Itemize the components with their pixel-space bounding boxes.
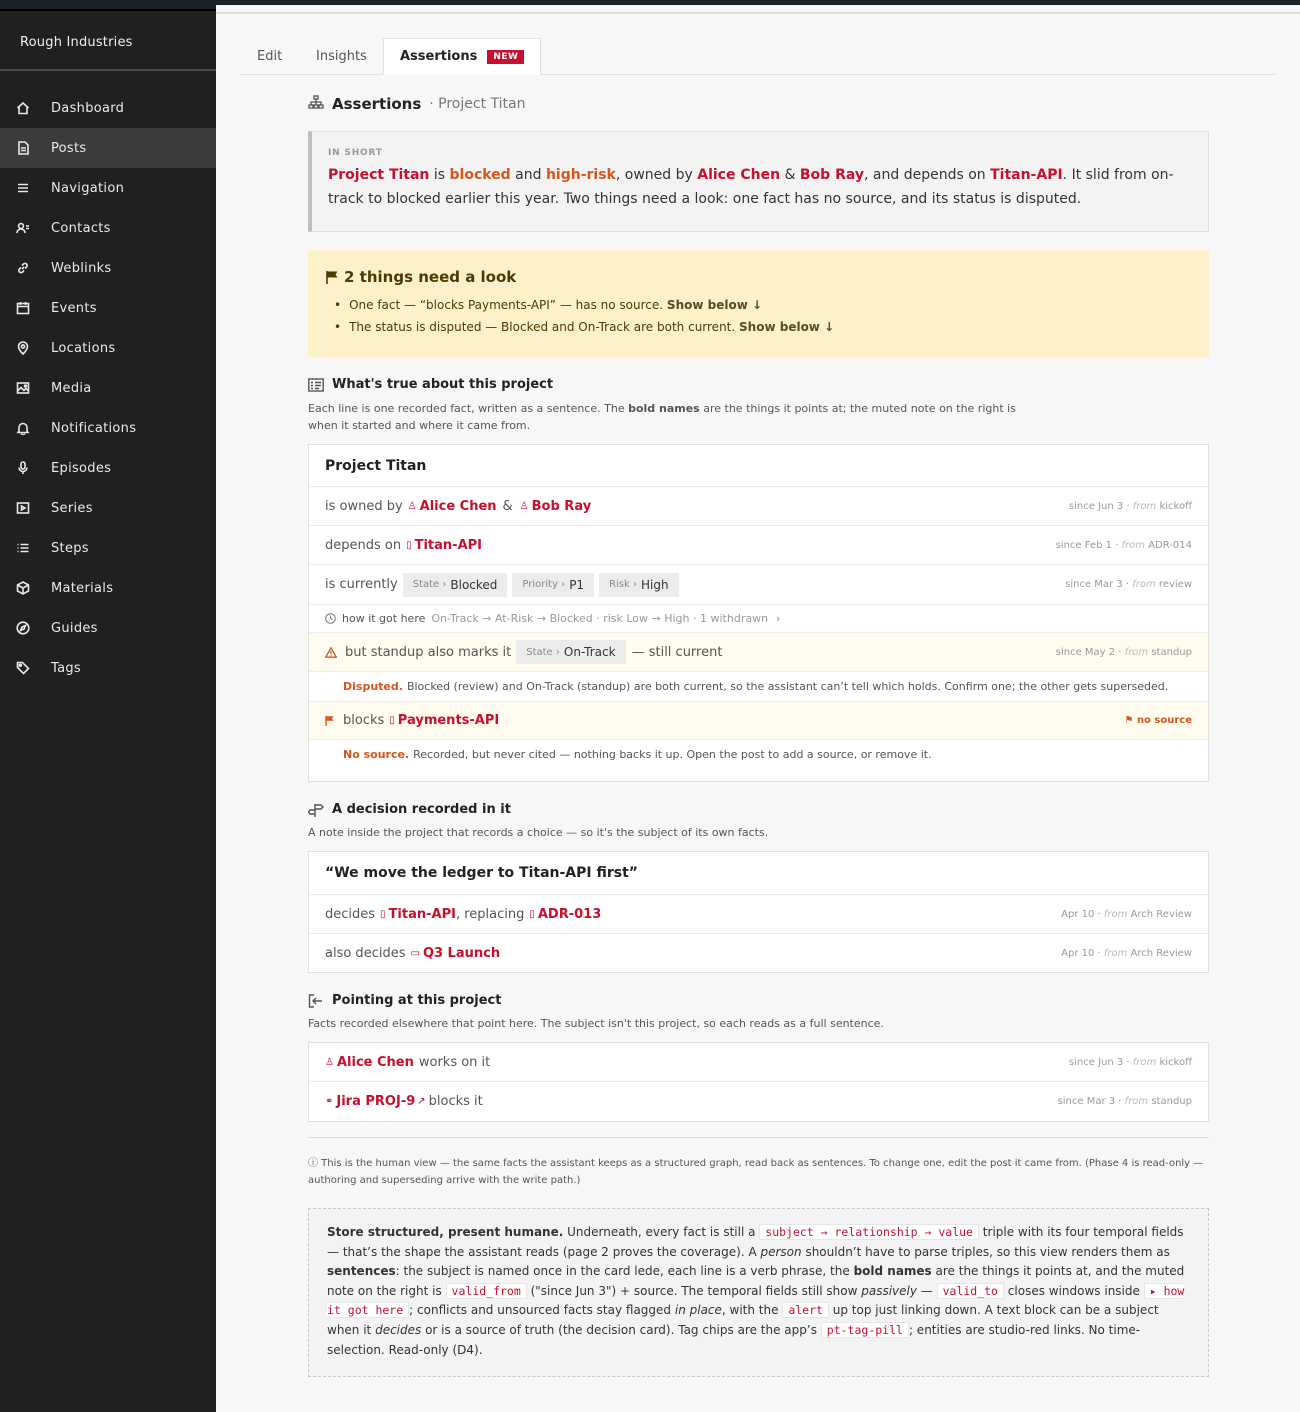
entity-link[interactable]: Titan-API (388, 906, 456, 922)
note-label: No source. (343, 748, 410, 761)
footnote: ⓘ This is the human view — the same facts the assistant keeps as a structured graph, read back as sentences. To change one, edit the post it came from. (Phase 4 is read-only — authoring and superseding arrive with the write path.) (308, 1158, 1204, 1186)
fact-row (309, 1043, 1208, 1082)
fact-meta (1056, 647, 1192, 658)
source-link[interactable]: standup (1151, 646, 1192, 658)
sidebar-item-series[interactable] (0, 488, 216, 528)
chip-value: P1 (569, 577, 585, 592)
text: — still current (631, 644, 723, 660)
document-icon: ▯ (389, 715, 395, 726)
entity-link[interactable]: Titan-API (414, 537, 482, 553)
source-link[interactable]: kickoff (1159, 1056, 1192, 1068)
menu-icon (16, 181, 30, 195)
source-link[interactable]: standup (1151, 1096, 1192, 1107)
text: & (502, 498, 513, 514)
sidebar-item-label: Navigation (51, 180, 125, 196)
sidebar-edge (0, 9, 216, 11)
text-italic: in place (674, 1303, 722, 1318)
sidebar-item-guides[interactable] (0, 608, 216, 648)
sidebar-item-navigation[interactable] (0, 168, 216, 208)
tag-pill[interactable] (599, 573, 679, 597)
alert-item (334, 316, 1191, 338)
decision-card (308, 851, 1209, 973)
since: Apr 10 · (1061, 908, 1101, 920)
document-icon: ▯ (406, 539, 412, 551)
sidebar-item-events[interactable] (0, 288, 216, 328)
fact-verb: but standup also marks it (345, 644, 512, 660)
from: from (1132, 1056, 1157, 1068)
entity-link[interactable]: Payments-API (397, 713, 500, 728)
chip-value: On-Track (563, 645, 616, 659)
fact-meta (1056, 540, 1192, 551)
brand-name[interactable]: Rough Industries (20, 35, 133, 50)
decision-heading (308, 802, 511, 817)
incoming-icon (308, 994, 324, 1008)
pointing-heading-text: Pointing at this project (332, 993, 502, 1008)
pin-icon (16, 341, 30, 355)
text: ; conflicts and unsourced facts stay flagged (409, 1303, 675, 1318)
alert-title (326, 268, 1191, 286)
pointing-card (308, 1042, 1209, 1122)
text-bold: Store structured, present humane. (327, 1225, 564, 1239)
person-icon: ♙ (519, 500, 529, 512)
text: , with the (721, 1303, 783, 1318)
list-icon (16, 541, 30, 555)
card-title: Project Titan (309, 445, 1208, 487)
tab-bar (240, 38, 1276, 75)
sidebar-item-label: Notifications (51, 420, 137, 436)
alert-item-text: The status is disputed — Blocked and On-Track are both current. (349, 320, 736, 334)
decision-heading-text: A decision recorded in it (332, 802, 511, 817)
no-source-note (309, 740, 1208, 769)
disputed-fact-row (309, 633, 1208, 672)
code: ▸ how it got here (327, 1283, 1185, 1318)
person-icon: ♙ (325, 1056, 334, 1068)
bullet: • (334, 320, 342, 334)
source-link[interactable]: review (1158, 579, 1192, 590)
since: since May 2 · (1055, 646, 1122, 658)
text-bold: sentences (327, 1264, 396, 1279)
image-icon (16, 381, 30, 395)
page-title: Assertions (332, 94, 422, 113)
sidebar-item-label: Tags (51, 660, 81, 676)
note-text: Recorded, but never cited — nothing backs it up. Open the post to add a source, or remove it. (413, 748, 932, 761)
text-italic: decides (375, 1322, 422, 1337)
since: since Mar 3 · (1057, 1096, 1122, 1107)
in-short-caption: IN SHORT (328, 148, 383, 158)
from: from (1103, 908, 1128, 920)
text-italic: passively (861, 1283, 917, 1298)
bell-icon (16, 421, 30, 435)
fact-row (309, 1082, 1208, 1121)
fact-verb: is owned by (325, 498, 403, 514)
facts-card (308, 444, 1209, 782)
sidebar-item-label: Guides (51, 620, 98, 636)
hierarchy-icon (308, 94, 324, 113)
sidebar-item-label: Materials (51, 580, 114, 596)
pointing-description: Facts recorded elsewhere that point here. The subject isn't this project, so each reads as a full sentence. (308, 1017, 884, 1030)
disputed-note (309, 672, 1208, 702)
divider (308, 1137, 1209, 1138)
fact-row (309, 895, 1208, 934)
tag-pill[interactable] (512, 573, 594, 597)
chevron-right-icon: › (776, 612, 781, 625)
brand-divider (0, 69, 216, 71)
source-link[interactable]: kickoff (1159, 500, 1192, 512)
text: shouldn’t have to parse triples, so this view renders them as (801, 1244, 1170, 1259)
sidebar-item-materials[interactable] (0, 568, 216, 608)
how-it-got-here-label: how it got here (342, 612, 426, 625)
compass-icon (16, 621, 30, 635)
how-it-got-here-toggle[interactable] (309, 605, 1208, 633)
tab-assertions[interactable] (383, 38, 541, 75)
fact-meta (1061, 909, 1192, 920)
sidebar-item-locations[interactable] (0, 328, 216, 368)
sidebar-item-contacts[interactable] (0, 208, 216, 248)
decision-description: A note inside the project that records a choice — so it's the subject of its own facts. (308, 826, 769, 839)
tag-pill[interactable] (403, 573, 508, 597)
text: blocks it (428, 1094, 483, 1109)
attention-alert (308, 250, 1209, 357)
source-link[interactable]: ADR-014 (1148, 539, 1192, 551)
since: since Mar 3 · (1065, 579, 1130, 590)
text-italic: person (760, 1244, 802, 1259)
text: and (510, 167, 546, 183)
fact-row (309, 526, 1208, 565)
chip-key: Risk › (609, 579, 637, 590)
entity-link[interactable]: Titan-API (990, 167, 1063, 183)
fact-meta (1058, 1096, 1192, 1107)
signpost-icon (308, 803, 324, 817)
play-icon (16, 501, 30, 515)
microphone-icon (16, 461, 30, 475)
sidebar-item-label: Locations (51, 340, 116, 356)
text: ("since Jun 3") + source. The temporal fields still show (526, 1283, 862, 1298)
tab-insights[interactable]: Insights (316, 49, 367, 64)
chip-key: Priority › (522, 579, 566, 590)
from: from (1103, 948, 1128, 959)
show-below-link[interactable]: Show below ↓ (666, 298, 763, 312)
text: Each line is one recorded fact, written as a sentence. The (308, 402, 629, 415)
fact-verb: is currently (325, 577, 398, 592)
sidebar-item-steps[interactable] (0, 528, 216, 568)
fact-row (309, 565, 1208, 605)
sidebar-item-posts[interactable] (0, 128, 216, 168)
chip-value: Blocked (450, 577, 498, 592)
fact-row (309, 487, 1208, 526)
tab-assertions-label: Assertions (400, 49, 478, 64)
alert-item (334, 294, 1191, 316)
new-badge: NEW (487, 50, 524, 64)
fact-verb: depends on (325, 537, 402, 553)
alert-list (334, 294, 1191, 338)
fact-verb: decides (325, 906, 376, 922)
bullet: • (334, 298, 342, 312)
code: pt-tag-pill (821, 1322, 909, 1338)
sidebar-item-episodes[interactable] (0, 448, 216, 488)
text: , owned by (615, 167, 698, 183)
source-link[interactable]: Arch Review (1130, 908, 1192, 920)
document-icon (16, 141, 30, 155)
sidebar-item-notifications[interactable] (0, 408, 216, 448)
status-high-risk: high-risk (545, 167, 616, 183)
external-link-icon[interactable]: ↗ (417, 1096, 426, 1107)
sidebar-item-label: Events (51, 300, 97, 316)
facts-heading-text: What's true about this project (332, 377, 554, 392)
text: up top just linking down. A text block can be a subject when it (327, 1303, 1159, 1337)
box-icon (16, 581, 30, 595)
calendar-icon: ▭ (410, 948, 420, 959)
link-icon: ⚭ (325, 1096, 334, 1107)
chip-key: State › (526, 646, 560, 658)
code: subject → relationship → value (759, 1224, 979, 1240)
from: from (1132, 579, 1156, 590)
text-bold: bold names (853, 1264, 932, 1279)
entity-link[interactable]: Q3 Launch (422, 946, 501, 961)
sidebar-item-label: Media (51, 380, 92, 396)
page-subtitle: · Project Titan (429, 95, 526, 112)
from: from (1124, 646, 1149, 658)
link-icon (16, 261, 30, 275)
text: — (916, 1283, 937, 1298)
entity-link[interactable]: Alice Chen (419, 498, 497, 514)
text: are the things it points at, and the muted note on the right is (327, 1264, 1185, 1298)
alert-item-text: One fact — “blocks Payments-API” — has no source. (349, 298, 664, 312)
alert-title-text: 2 things need a look (344, 268, 517, 286)
fact-verb: blocks (343, 713, 385, 728)
text: are the things it points at; the muted note on the right is when it started and where it came from. (308, 402, 1016, 432)
document-icon: ▯ (380, 908, 386, 920)
no-source-flag (1124, 715, 1192, 726)
from: from (1124, 1096, 1149, 1107)
entity-link[interactable]: Bob Ray (531, 498, 592, 514)
code: valid_to (937, 1283, 1004, 1299)
fact-row (309, 934, 1208, 973)
main-content (216, 14, 1300, 1412)
show-below-link[interactable]: Show below ↓ (739, 320, 835, 334)
in-short-text (328, 163, 1192, 211)
entity-link[interactable]: Jira PROJ-9 (336, 1094, 416, 1109)
fact-meta (1069, 501, 1192, 512)
sidebar-item-dashboard[interactable] (0, 88, 216, 128)
fact-verb: also decides (325, 946, 406, 961)
text: or is a source of truth (the decision card). Tag chips are the app’s (421, 1322, 821, 1337)
text: , and depends on (864, 167, 991, 183)
since: since Jun 3 · (1068, 500, 1130, 512)
sidebar-item-label: Weblinks (51, 260, 112, 276)
note-text: Blocked (review) and On-Track (standup) are both current, so the assistant can’t tell which holds. Confirm one; the other gets superseded. (406, 680, 1169, 693)
text: ; entities are studio-red links. No time-selection. Read-only (D4). (327, 1322, 1141, 1357)
card-list-icon (308, 378, 324, 392)
entity-link[interactable]: Bob Ray (799, 167, 864, 183)
code: alert (782, 1302, 829, 1318)
text: . It slid from on-track to blocked earlier this year. Two things need a look: one fact has no source, and its status is disputed. (328, 167, 1174, 207)
tab-edit[interactable]: Edit (257, 49, 283, 64)
sidebar-nav (0, 88, 216, 688)
sidebar-item-label: Episodes (51, 460, 112, 476)
unsourced-fact-row (309, 702, 1208, 740)
history-trail: On-Track → At-Risk → Blocked · risk Low → High · 1 withdrawn (431, 612, 769, 625)
flag-icon: ⚑ (1124, 715, 1134, 726)
flag-icon (325, 715, 335, 726)
facts-heading (308, 377, 553, 392)
chip-value: High (640, 577, 669, 592)
card-title: “We move the ledger to Titan-API first” (309, 852, 1208, 895)
calendar-icon (16, 301, 30, 315)
in-short-summary (308, 131, 1209, 232)
facts-description (308, 400, 1048, 434)
person-icon: ♙ (407, 500, 417, 512)
flag-label: no source (1136, 715, 1192, 726)
since: since Jun 3 · (1068, 1056, 1130, 1068)
warning-icon (325, 647, 337, 658)
text: closes windows inside (1003, 1283, 1144, 1298)
status-blocked: blocked (449, 167, 511, 183)
text: : the subject is named once in the card lede, each line is a verb phrase, the (395, 1264, 854, 1279)
chip-key: State › (412, 579, 447, 590)
sidebar-item-label: Dashboard (51, 100, 125, 116)
text-bold: bold names (628, 402, 700, 415)
fact-meta (1065, 579, 1192, 590)
entity-link[interactable]: ADR-013 (537, 906, 602, 922)
sidebar-item-label: Series (51, 500, 93, 516)
entity-link[interactable]: Alice Chen (697, 167, 781, 183)
note-label: Disputed. (343, 680, 403, 693)
sidebar-item-media[interactable] (0, 368, 216, 408)
sidebar-item-label: Posts (51, 140, 87, 156)
entity-link[interactable]: Project Titan (328, 167, 430, 183)
sidebar-item-weblinks[interactable] (0, 248, 216, 288)
from: from (1132, 500, 1157, 512)
fact-meta (1069, 1057, 1192, 1068)
page-header (308, 94, 525, 113)
since: since Feb 1 · (1055, 539, 1119, 551)
flag-icon (326, 270, 339, 284)
sidebar-item-tags[interactable] (0, 648, 216, 688)
text: & (780, 167, 800, 183)
contacts-icon (16, 221, 30, 235)
text: Underneath, every fact is still a (563, 1225, 760, 1239)
fact-meta (1061, 948, 1192, 959)
code: valid_from (446, 1283, 527, 1299)
tag-icon (16, 661, 30, 675)
sidebar-item-label: Steps (51, 540, 89, 556)
entity-link[interactable]: Alice Chen (336, 1054, 414, 1070)
sidebar-item-label: Contacts (51, 220, 111, 236)
text: works on it (418, 1054, 491, 1070)
design-note (308, 1208, 1209, 1377)
document-icon: ▯ (529, 908, 535, 920)
since: Apr 10 · (1061, 948, 1101, 959)
text: is (429, 167, 450, 183)
from: from (1121, 539, 1146, 551)
source-link[interactable]: Arch Review (1130, 948, 1192, 959)
text: triple with its four temporal fields — that’s the shape the assistant reads (page 2 proves the coverage). A (327, 1225, 1184, 1259)
pointing-heading (308, 993, 501, 1008)
clock-icon (325, 613, 336, 624)
sidebar (0, 5, 216, 1412)
tag-pill[interactable] (516, 640, 625, 664)
home-icon (16, 101, 30, 115)
text: , replacing (455, 906, 525, 922)
